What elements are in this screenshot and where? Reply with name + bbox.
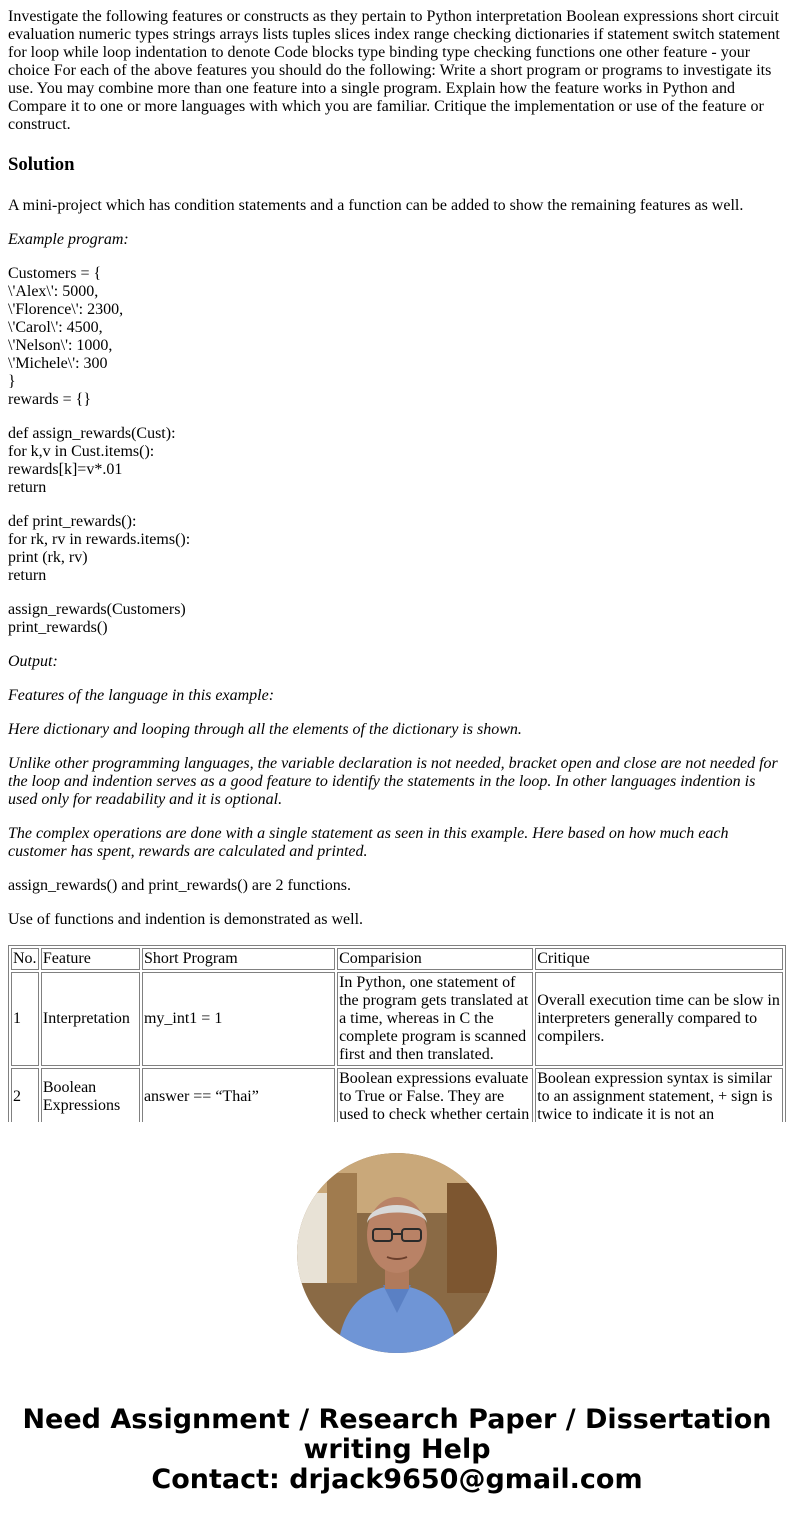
code-line: Customers = { (8, 265, 102, 282)
feature-comparison-table (8, 945, 786, 1122)
cell-critique: Boolean expression syntax is similar to an assignment statement, + sign is twice to indicate it is not an (535, 1068, 783, 1122)
author-photo (297, 1153, 497, 1353)
cell-critique: Overall execution time can be slow in interpreters generally compared to compilers. (535, 972, 783, 1066)
code-line: print (rk, rv) (8, 549, 88, 566)
code-block-calls (8, 601, 786, 637)
solution-heading: Solution (8, 154, 75, 175)
code-line: \'Alex\': 5000, (8, 283, 99, 300)
code-line: } (8, 373, 16, 390)
table-row (11, 1068, 783, 1122)
table-row (11, 972, 783, 1066)
code-line: \'Nelson\': 1000, (8, 337, 113, 354)
dictionary-paragraph: Here dictionary and looping through all the elements of the dictionary is shown. (8, 721, 522, 738)
code-line: print_rewards() (8, 619, 108, 636)
cell-comparision: In Python, one statement of the program gets translated at a time, whereas in C the complete program is scanned first and then translated. (337, 972, 533, 1066)
promo-footer (0, 1122, 794, 1523)
cell-short-program: answer == “Thai” (142, 1068, 335, 1122)
code-block-print-rewards (8, 513, 786, 585)
code-line: \'Florence\': 2300, (8, 301, 124, 318)
features-label: Features of the language in this example: (8, 687, 275, 704)
header-comparision: Comparision (337, 948, 533, 970)
code-line: assign_rewards(Customers) (8, 601, 186, 618)
cell-short-program: my_int1 = 1 (142, 972, 335, 1066)
contact-banner (0, 1405, 794, 1495)
header-feature: Feature (41, 948, 140, 970)
cell-comparision: Boolean expressions evaluate to True or False. They are used to check whether certain (337, 1068, 533, 1122)
cta-line-1: Need Assignment / Research Paper / Dissertation (22, 1404, 772, 1435)
cta-line-2: writing Help (303, 1434, 491, 1465)
unlike-paragraph: Unlike other programming languages, the variable declaration is not needed, bracket open and close are not needed for the loop and indention serves as a good feature to identify the statements in the loop. In other languages indention is used only for readability and it is optional. (8, 755, 778, 808)
assignment-prompt: Investigate the following features or constructs as they pertain to Python interpretation Boolean expressions short circuit evaluation numeric types strings arrays lists tuples slices index range checking dictionaries if statement switch statement for loop while loop indentation to denote Code blocks type binding type checking functions one other feature - your choice For each of the above features you should do the following: Write a short program or programs to investigate its use. You may combine more than one feature into a single program. Explain how the feature works in Python and Compare it to one or more languages with which you are familiar. Critique the implementation or use of the feature or construct. (8, 8, 780, 133)
mini-project-paragraph: A mini-project which has condition statements and a function can be added to show the remaining features as well. (8, 197, 744, 214)
example-label: Example program: (8, 231, 129, 248)
code-line: return (8, 479, 47, 496)
header-short-program: Short Program (142, 948, 335, 970)
output-label: Output: (8, 653, 58, 670)
cell-no: 1 (11, 972, 39, 1066)
code-line: for rk, rv in rewards.items(): (8, 531, 191, 548)
code-block-customers (8, 265, 786, 409)
code-line: def assign_rewards(Cust): (8, 425, 176, 442)
header-critique: Critique (535, 948, 783, 970)
code-line: def print_rewards(): (8, 513, 137, 530)
cell-no: 2 (11, 1068, 39, 1122)
functions-paragraph: assign_rewards() and print_rewards() are 2 functions. (8, 877, 351, 894)
code-line: \'Carol\': 4500, (8, 319, 103, 336)
header-no: No. (11, 948, 39, 970)
code-line: rewards[k]=v*.01 (8, 461, 123, 478)
indention-paragraph: Use of functions and indention is demonstrated as well. (8, 911, 364, 928)
code-line: for k,v in Cust.items(): (8, 443, 155, 460)
code-line: rewards = {} (8, 391, 92, 408)
code-line: \'Michele\': 300 (8, 355, 108, 372)
cell-feature: Interpretation (41, 972, 140, 1066)
code-block-assign-rewards (8, 425, 786, 497)
cta-line-3: Contact: drjack9650@gmail.com (151, 1464, 643, 1495)
code-line: return (8, 567, 47, 584)
cell-feature: Boolean Expressions (41, 1068, 140, 1122)
table-header-row (11, 948, 783, 970)
complex-operations-paragraph: The complex operations are done with a single statement as seen in this example. Here based on how much each customer has spent, rewards are calculated and printed. (8, 825, 729, 860)
